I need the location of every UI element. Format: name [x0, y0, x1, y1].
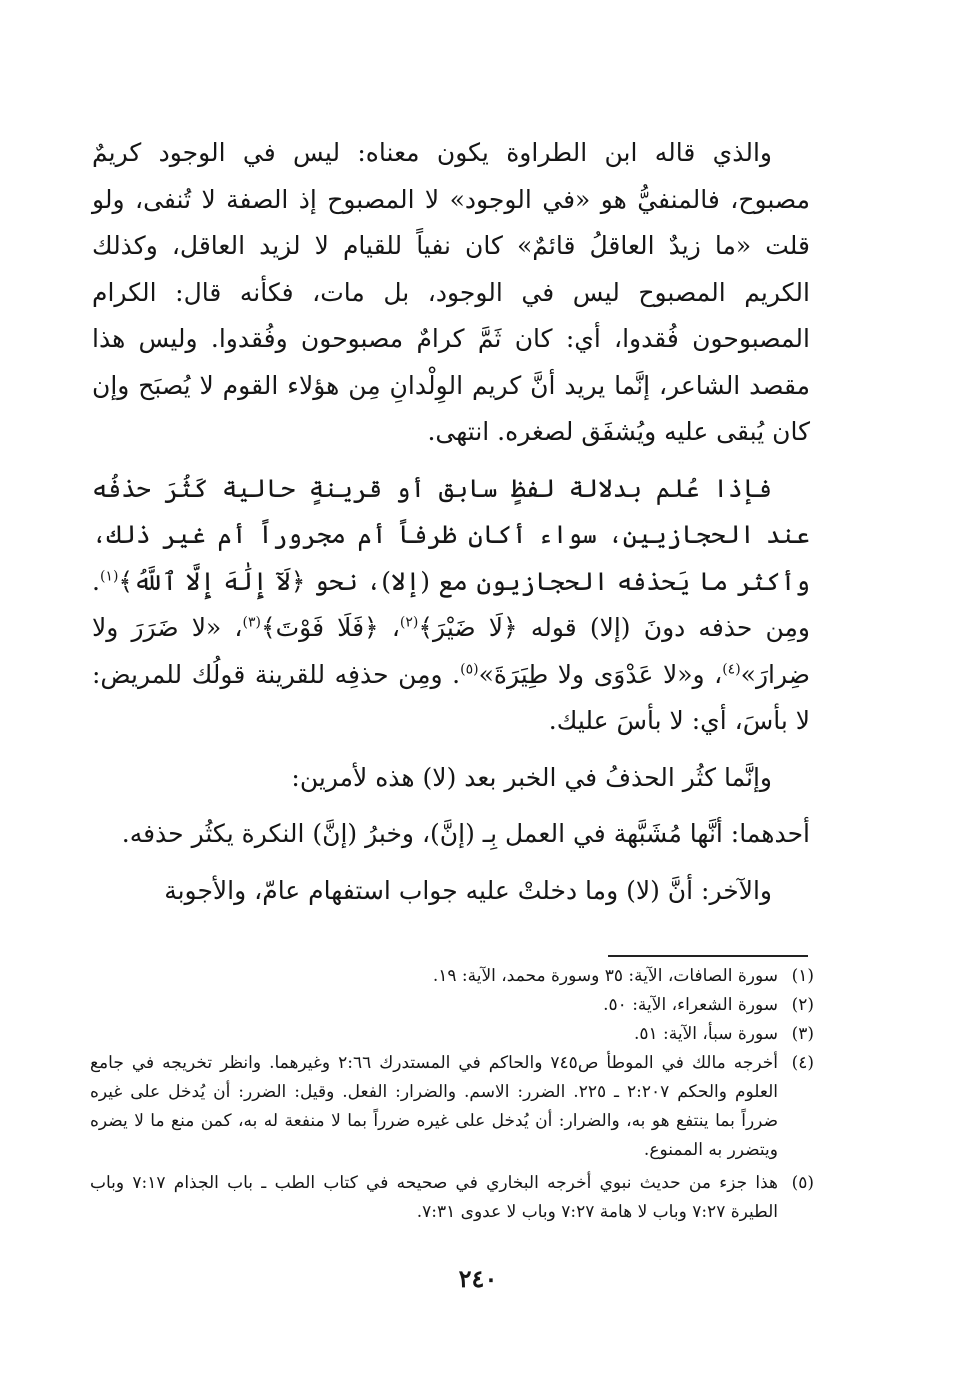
footnote-ref-4: (٤) [722, 661, 741, 678]
paragraph-1: والذي قاله ابن الطراوة يكون معناه: ليس في الوجود كريمٌ مصبوح، فالمنفيُّ هو «في الوجود» لا المصبوح إذ الصفة لا تُنفى، ولو قلت «ما زيدٌ العاقلُ قائمٌ» كان نفياً للقيام لا لزيد العاقل، وكذلك الكريم المصبوح ليس في الوجود، بل مات، فكأنه قال: الكرام المصبوحون فُقدوا، أي: كان ثَمَّ كرامٌ مصبوحون وفُقدوا. وليس هذا مقصد الشاعر، إنَّما يريد أنَّ كريم الوِلْدانِ مِن هؤلاء القوم لا يُصبَح وإن كان يُبقى عليه ويُشفَق لصغره. انتهى. [92, 138, 810, 446]
paragraph-2-part-f: . ومِن حذفِه للقرينة قولُك للمريض: لا بأسَ، أي: لا بأسَ عليك. [92, 659, 810, 735]
footnote-text: أخرجه مالك في الموطأ ص٧٤٥ والحاكم في المستدرك ٢:٦٦ وغيرهما. وانظر تخريجه في جامع العلوم والحكم ٢:٢٠٧ ـ ٢٢٥. الضرر: الاسم. والضرار: الفعل. وقيل: الضرر: أن يُدخل على غيره ضرراً بما ينتفع هو به، والضرار: أن يُدخل على غيره ضرراً بما لا منفعة له به، كمن منع ما لا يضره ويتضرر به الممنوع. [90, 1053, 779, 1160]
footnote-divider [608, 955, 808, 957]
footnote-number: (٤) [791, 1053, 814, 1073]
footnote-ref-2: (٢) [399, 614, 419, 631]
footnote-text: سورة سبأ، الآية: ٥١. [633, 1024, 778, 1044]
footnote-1 [90, 962, 814, 991]
paragraph-2-part-b: . ومِن حذفه دونَ (إلا) قوله ﴿لَا ضَيْرَ﴾ [92, 566, 811, 642]
footnote-text: سورة الشعراء، الآية: ٥٠. [603, 995, 778, 1015]
footnote-text: سورة الصافات، الآية: ٣٥ وسورة محمد، الآية: ١٩. [432, 966, 778, 986]
paragraph-2-part-d: ، «لا ضَرَرَ ولا ضِرارَ» [92, 613, 811, 689]
footnotes [90, 962, 814, 1227]
paragraph-5: والآخر: أنَّ (لا) وما دخلتْ عليه جواب استفهام عامّ، والأجوبة [164, 875, 772, 905]
footnote-number: (٣) [791, 1024, 814, 1044]
page-number: ٢٤٠ [458, 1264, 498, 1293]
footnote-2 [90, 991, 814, 1020]
footnote-5 [90, 1169, 814, 1227]
footnote-number: (٥) [791, 1173, 814, 1193]
footnote-number: (٢) [791, 995, 814, 1015]
main-text [92, 130, 810, 914]
footnote-ref-5: (٥) [460, 661, 479, 678]
paragraph-2 [92, 466, 810, 745]
footnote-4 [90, 1049, 814, 1165]
footnote-text: هذا جزء من حديث نبوي أخرجه البخاري في صحيحه في كتاب الطب ـ باب الجذام ٧:١٧ وباب الطيرة ٧:٢٧ وباب لا هامة ٧:٢٧ وباب لا عدوى ٧:٣١. [90, 1173, 779, 1222]
paragraph-2-part-e: ، و«لا عَدْوَى ولا طِيَرَةَ» [478, 659, 723, 689]
paragraph-2-part-a: فإذا عُلم بدلالة لفظٍ سابق أو قرينةٍ حالية كَثُرَ حذفُه عند الحجازيين، سواء أكان ظرفاً أم مجروراً أم غير ذلك، وأكثر ما يَحذفه الحجازيون مع (إلا)، نحو ﴿لَآ إِلَٰهَ إِلَّا ٱللَّهُ﴾ [92, 473, 810, 596]
paragraph-4: أحدهما: أنَّها مُشَبَّهة في العمل بِـ (إنَّ)، وخبرُ (إنَّ) النكرة يكثُر حذفه. [121, 819, 810, 848]
paragraph-2-part-c: ، ﴿فَلَا فَوْتَ﴾ [260, 613, 400, 642]
footnote-ref-1: (١) [99, 568, 119, 585]
footnote-3 [90, 1020, 814, 1049]
footnote-ref-3: (٣) [242, 614, 261, 631]
paragraph-3: وإنَّما كثُر الحذفُ في الخبر بعد (لا) هذه لأمرين: [291, 762, 772, 792]
footnote-number: (١) [791, 966, 814, 986]
